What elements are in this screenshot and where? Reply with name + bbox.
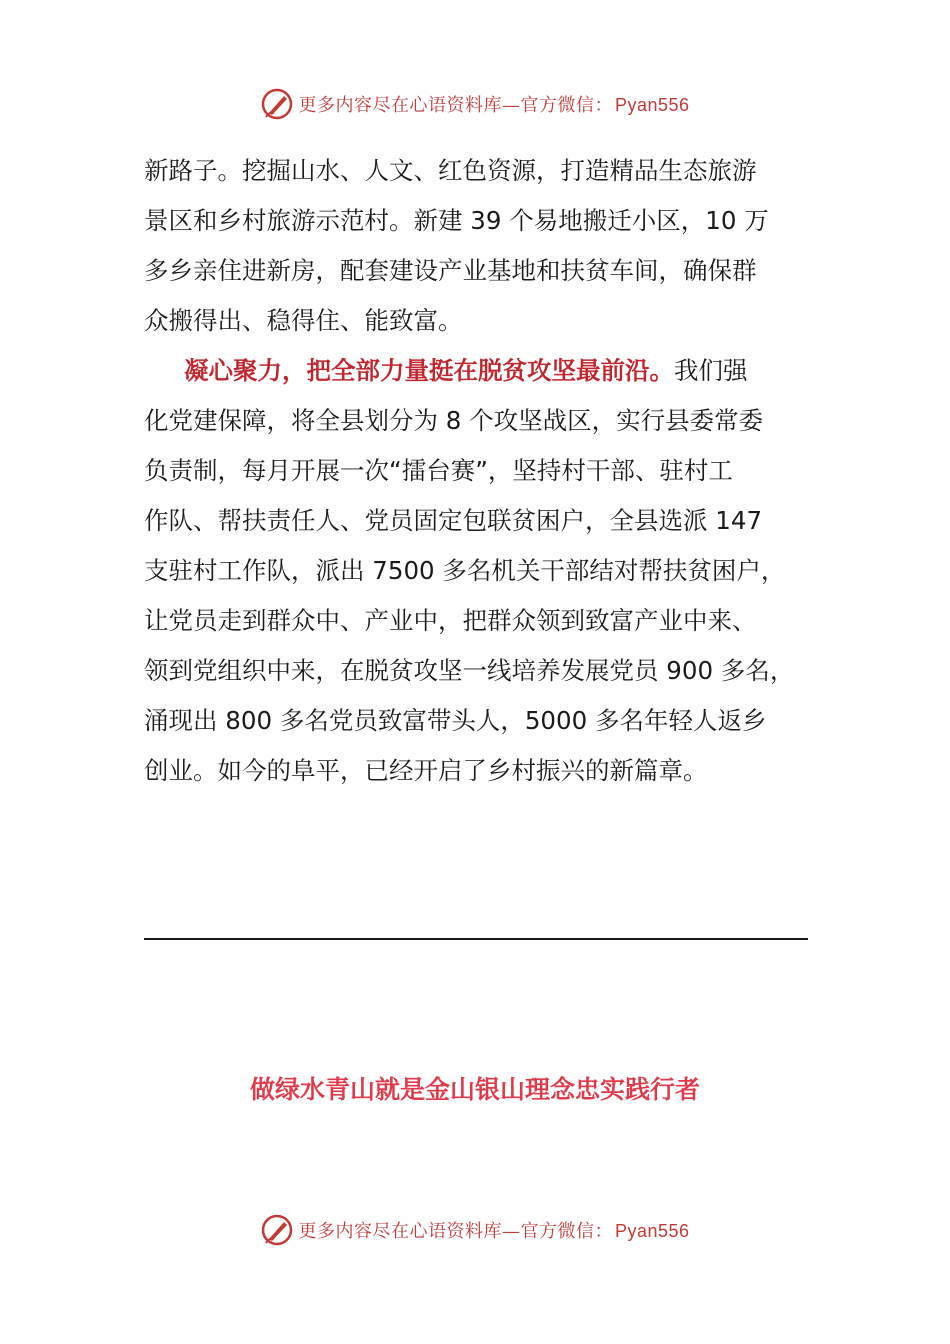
watermark-text: 更多内容尽在心语资料库—官方微信： Pyan556 xyxy=(298,1221,690,1242)
paragraph-line: 化党建保障，将全县划分为 8 个攻坚战区，实行县委常委 xyxy=(144,406,764,435)
paragraph-line: 创业。如今的阜平，已经开启了乡村振兴的新篇章。 xyxy=(144,756,708,785)
pen-circle-logo-icon xyxy=(260,1213,294,1247)
watermark-id: Pyan556 xyxy=(614,1221,690,1241)
paragraph-line: 领到党组织中来，在脱贫攻坚一线培养发展党员 900 多名， xyxy=(144,656,795,685)
paragraph-lead-line xyxy=(144,346,808,396)
paragraph-line: 负责制，每月开展一次“擂台赛”，坚持村干部、驻村工 xyxy=(144,456,733,485)
paragraph-line: 景区和乡村旅游示范村。新建 39 个易地搬迁小区，10 万 xyxy=(144,206,769,235)
section-divider xyxy=(144,938,808,940)
watermark-header xyxy=(0,84,950,124)
paragraph-line: 众搬得出、稳得住、能致富。 xyxy=(144,306,463,335)
paragraph-line: 作队、帮扶责任人、党员固定包联贫困户，全县选派 147 xyxy=(144,506,763,535)
paragraph-line: 多乡亲住进新房，配套建设产业基地和扶贫车间，确保群 xyxy=(144,256,757,285)
pen-circle-logo-icon xyxy=(260,87,294,121)
next-article-title: 做绿水青山就是金山银山理念忠实践行者 xyxy=(249,1075,700,1104)
paragraph-line: 涌现出 800 多名党员致富带头人，5000 多名年轻人返乡 xyxy=(144,706,767,735)
watermark-text: 更多内容尽在心语资料库—官方微信： Pyan556 xyxy=(298,95,690,116)
paragraph-line: 新路子。挖掘山水、人文、红色资源，打造精品生态旅游 xyxy=(144,156,757,185)
watermark-footer xyxy=(0,1210,950,1250)
article-body xyxy=(144,146,808,796)
paragraph-line: 让党员走到群众中、产业中，把群众领到致富产业中来、 xyxy=(144,606,757,635)
section-heading: 凝心聚力，把全部力量挺在脱贫攻坚最前沿。 xyxy=(184,356,674,385)
watermark-id: Pyan556 xyxy=(614,95,690,115)
paragraph-text: 我们强 xyxy=(674,356,748,385)
paragraph-line: 支驻村工作队，派出 7500 多名机关干部结对帮扶贫困户， xyxy=(144,556,786,585)
